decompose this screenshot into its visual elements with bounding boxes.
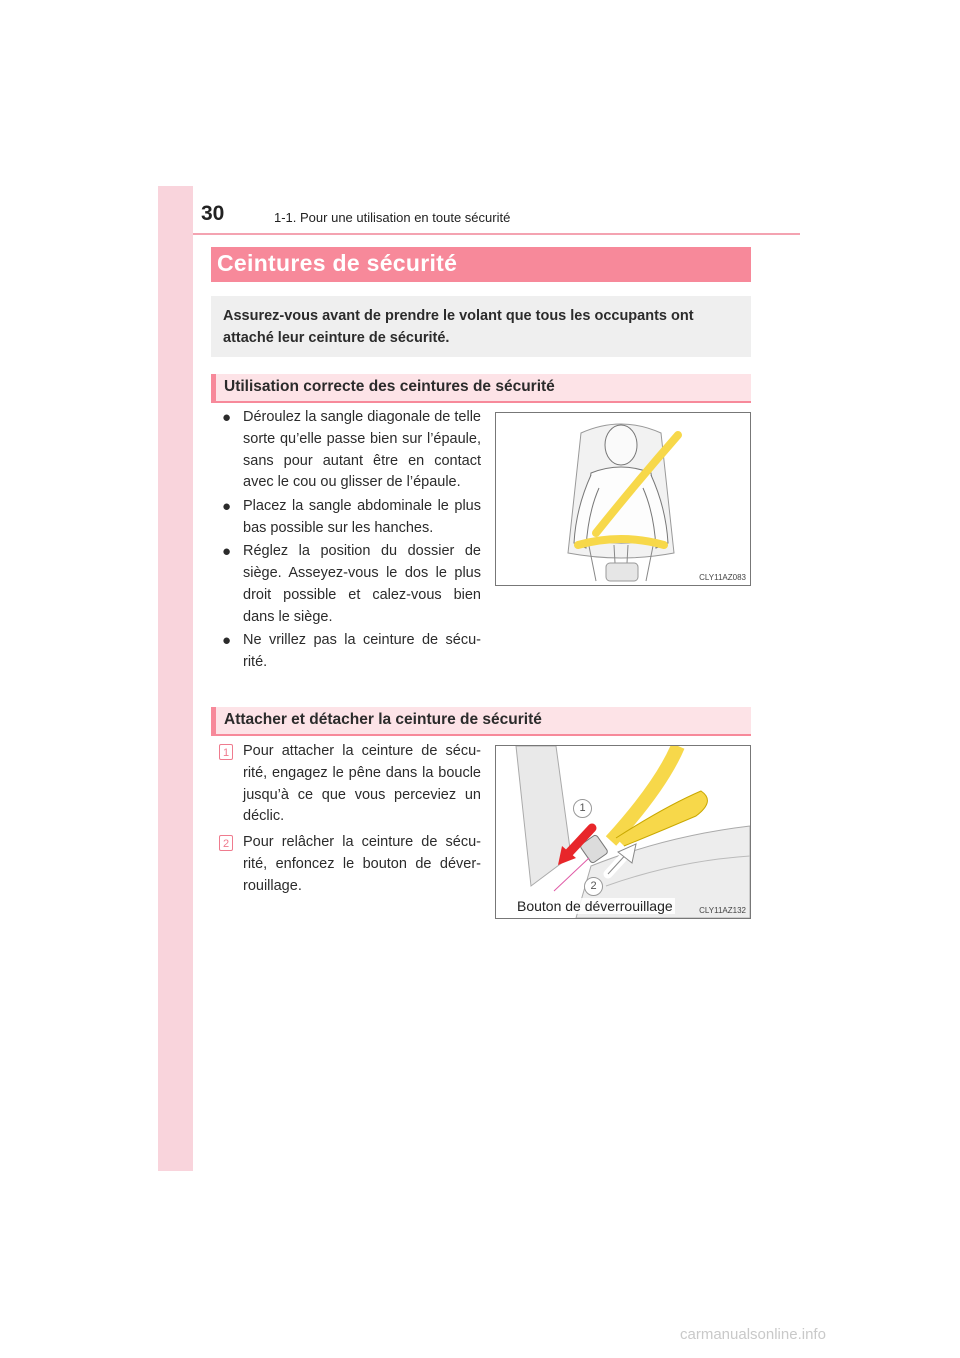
list-item: 2 Pour relâcher la ceinture de sécu-rité, enfoncez le bouton de déver-rouillage. [219,832,481,897]
usage-bullet-list [222,407,481,676]
callout-2-icon: 2 [584,877,603,896]
seated-occupant-illustration [496,413,750,585]
header-rule [193,233,800,235]
step-number-badge: 2 [219,835,233,851]
bullet-icon: ● [222,543,232,561]
intro-box: Assurez-vous avant de prendre le volant que tous les occupants ont attaché leur ceinture de sécurité. [211,296,751,357]
bullet-icon: ● [222,497,232,515]
list-item: ● Déroulez la sangle diagonale de telle sorte qu’elle passe bien sur l’épaule, sans pour autant être en contact avec le cou ou glisser de l’épaule. [222,409,481,491]
list-item: ● Ne vrillez pas la ceinture de sécu-rité. [222,632,481,671]
section-heading-usage: Utilisation correcte des ceintures de sécurité [211,374,751,403]
step-number-badge: 1 [219,744,233,760]
bullet-icon: ● [222,632,232,650]
figure-code: CLY11AZ083 [699,573,746,582]
figure-buckle [495,745,751,919]
release-button-label: Bouton de déverrouillage [517,898,673,914]
watermark: carmanualsonline.info [680,1326,826,1343]
figure-seated-occupant [495,412,751,586]
fasten-step-list [219,741,481,902]
section-heading-fasten: Attacher et détacher la ceinture de sécurité [211,707,751,736]
list-item: ● Placez la sangle abdominale le plus bas possible sur les hanches. [222,497,481,536]
figure-code: CLY11AZ132 [699,906,746,915]
page-number: 30 [201,202,225,225]
page-title: Ceintures de sécurité [211,247,751,282]
list-item: 1 Pour attacher la ceinture de sécu-rité, engagez le pêne dans la boucle jusqu’à ce que vous perceviez un déclic. [219,741,481,828]
buckle-illustration [496,746,750,918]
bullet-icon: ● [222,409,232,426]
callout-1-icon: 1 [573,799,592,818]
list-item: ● Réglez la position du dossier de siège. Asseyez-vous le dos le plus droit possible et calez-vous bien dans le siège. [222,543,481,625]
chapter-title: 1-1. Pour une utilisation en toute sécurité [274,210,511,225]
side-band [158,186,193,1171]
